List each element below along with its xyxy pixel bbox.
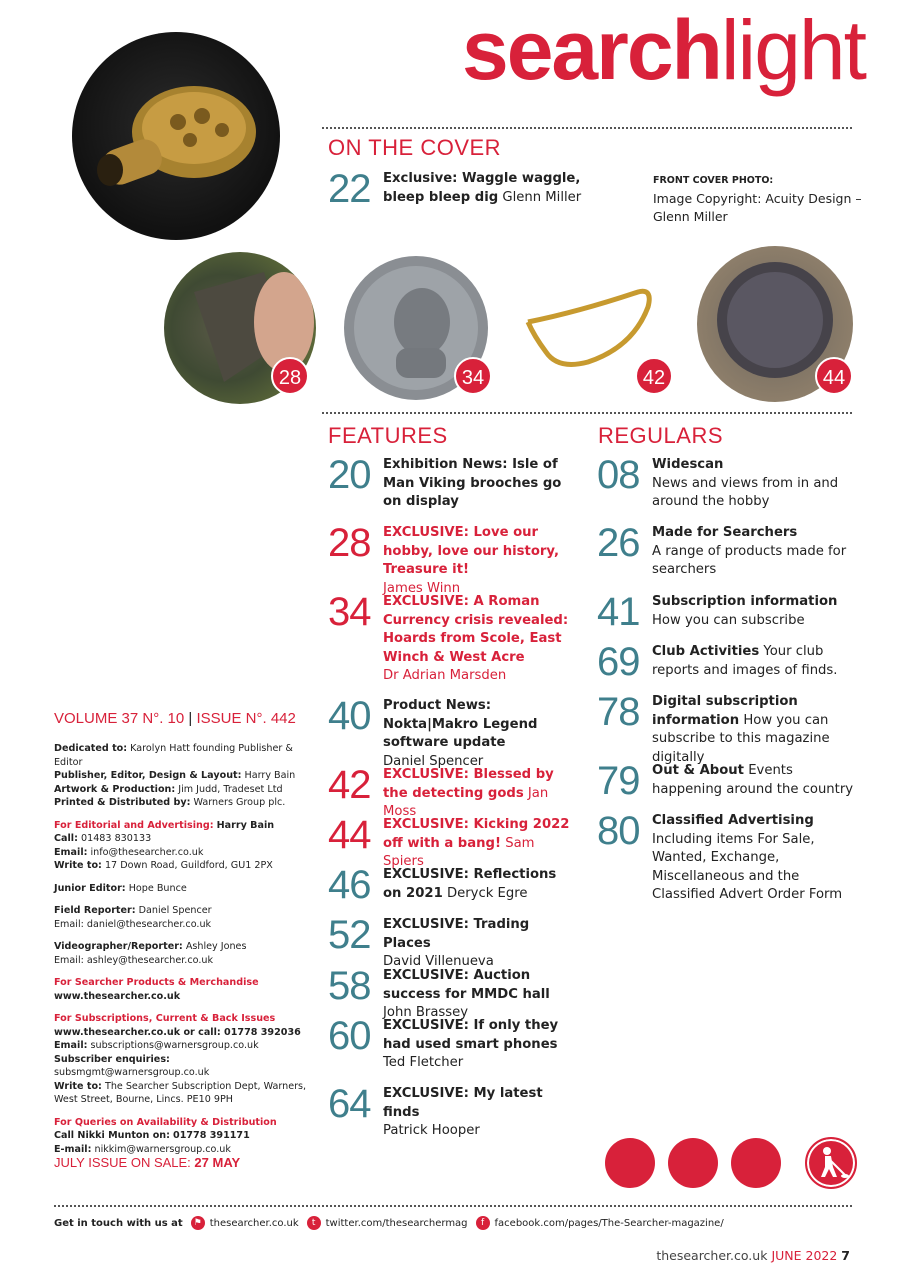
regular-entry[interactable] xyxy=(597,640,862,684)
feature-author: James Winn xyxy=(383,580,461,596)
regular-entry[interactable] xyxy=(597,590,862,634)
regular-desc: Including items For Sale, Wanted, Exchange, Miscellaneous and the Classified Advert Order Form xyxy=(652,831,843,902)
write-label: Write to: xyxy=(54,860,102,871)
folio-page: 7 xyxy=(841,1248,850,1263)
decorative-circle xyxy=(731,1138,781,1188)
feature-title: EXCLUSIVE: Reflections on 2021 xyxy=(383,867,557,901)
divider-bottom xyxy=(54,1205,852,1207)
feature-page-number: 60 xyxy=(328,1014,371,1058)
feature-author: Daniel Spencer xyxy=(383,753,484,769)
feature-entry[interactable] xyxy=(328,521,578,598)
brooch-illustration xyxy=(72,32,280,240)
regular-title: Classified Advertising xyxy=(652,813,814,828)
dedicated-value: Karolyn Hatt founding Publisher & Editor xyxy=(54,743,293,768)
editorial-name: Harry Bain xyxy=(216,819,275,831)
artwork-label: Artwork & Production: xyxy=(54,783,176,795)
queries-label: For Queries on Availability & Distribution xyxy=(54,1116,277,1128)
photo-page-42: 42 xyxy=(635,357,673,395)
cover-story-author: Glenn Miller xyxy=(502,189,582,205)
masthead-light: light xyxy=(720,3,865,97)
regular-entry[interactable] xyxy=(597,453,862,512)
regular-entry[interactable] xyxy=(597,809,862,905)
contact-footer xyxy=(54,1216,724,1230)
regular-page-number: 78 xyxy=(597,690,640,734)
masthead-bold: search xyxy=(462,3,721,97)
feature-title: EXCLUSIVE: Love our hobby, love our history, Treasure it! xyxy=(383,525,559,577)
contact-label: Get in touch with us at xyxy=(54,1217,183,1229)
cover-story-title: Exclusive: Waggle waggle, bleep bleep dig xyxy=(383,171,581,205)
feature-page-number: 52 xyxy=(328,913,371,957)
regular-title: Subscription information xyxy=(652,594,838,609)
artwork-value: Jim Judd, Tradeset Ltd xyxy=(178,783,283,795)
folio-site: thesearcher.co.uk xyxy=(656,1248,768,1263)
cover-photo-credit xyxy=(653,172,863,226)
regular-entry[interactable] xyxy=(597,759,862,803)
feature-title: Product News: Nokta|Makro Legend software update xyxy=(383,698,538,750)
video-email-label: Email: xyxy=(54,954,84,966)
publisher-value: Harry Bain xyxy=(244,770,296,781)
feature-title: EXCLUSIVE: Kicking 2022 off with a bang! xyxy=(383,817,570,851)
feature-page-number: 28 xyxy=(328,521,371,565)
regular-desc: How you can subscribe to this magazine digitally xyxy=(652,712,830,765)
video-email-link[interactable]: ashley@thesearcher.co.uk xyxy=(86,954,214,966)
feature-author: Deryck Egre xyxy=(446,885,528,901)
on-sale-line xyxy=(54,1155,240,1170)
write-address: 17 Down Road, Guildford, GU1 2PX xyxy=(104,860,273,871)
regular-title: Digital subscription information xyxy=(652,694,798,728)
feature-page-number: 34 xyxy=(328,590,371,634)
products-url[interactable]: www.thesearcher.co.uk xyxy=(54,990,181,1002)
feature-page-number: 46 xyxy=(328,863,371,907)
feature-title: EXCLUSIVE: Blessed by the detecting gods xyxy=(383,767,554,801)
page-folio xyxy=(656,1248,850,1263)
regular-title: Widescan xyxy=(652,457,724,472)
subs-write-address: The Searcher Subscription Dept, Warners, West Street, Bourne, Lincs. PE10 9PH xyxy=(54,1080,307,1105)
volume-issue-line: VOLUME 37 N°. 10 | ISSUE N°. 442 xyxy=(54,710,296,727)
regular-desc: Events happening around the country xyxy=(652,763,854,797)
regular-title: Made for Searchers xyxy=(652,525,798,540)
cover-photo-label: FRONT COVER PHOTO: xyxy=(653,175,774,186)
regular-desc: Your club reports and images of finds. xyxy=(652,644,838,678)
field-email-label: Email: xyxy=(54,918,84,930)
staff-info-column xyxy=(54,742,316,1165)
volume-number: VOLUME 37 N°. 10 xyxy=(54,710,185,727)
regulars-heading: REGULARS xyxy=(598,423,724,448)
feature-title: Exhibition News: Isle of Man Viking brooches go on display xyxy=(383,457,562,509)
regular-title: Out & About xyxy=(652,763,744,778)
feature-author: Jan Moss xyxy=(383,785,549,819)
photo-page-34: 34 xyxy=(454,357,492,395)
on-the-cover-heading: ON THE COVER xyxy=(328,135,502,160)
field-email-link[interactable]: daniel@thesearcher.co.uk xyxy=(86,918,212,930)
features-heading: FEATURES xyxy=(328,423,448,448)
feature-author: Ted Fletcher xyxy=(383,1055,464,1070)
feature-author: Dr Adrian Marsden xyxy=(383,668,507,683)
call-value[interactable]: 01483 830133 xyxy=(81,833,152,844)
detectorist-logo-icon xyxy=(805,1137,857,1189)
feature-entry[interactable] xyxy=(328,1014,578,1073)
subs-email-label: Email: xyxy=(54,1040,88,1051)
feature-page-number: 58 xyxy=(328,964,371,1008)
subscriptions-label: For Subscriptions, Current & Back Issues xyxy=(54,1013,276,1024)
subscriptions-line[interactable]: www.thesearcher.co.uk or call: 01778 392036 xyxy=(54,1026,301,1038)
twitter-icon: t xyxy=(307,1216,321,1230)
videographer-value: Ashley Jones xyxy=(185,941,247,952)
website-icon: ⚑ xyxy=(191,1216,205,1230)
feature-author: Sam Spiers xyxy=(383,835,535,869)
feature-author: David Villenueva xyxy=(383,954,494,969)
feature-page-number: 40 xyxy=(328,694,371,738)
decorative-circle xyxy=(668,1138,718,1188)
feature-page-number: 42 xyxy=(328,763,371,807)
feature-title: EXCLUSIVE: If only they had used smart phones xyxy=(383,1018,559,1052)
regular-title: Club Activities xyxy=(652,644,760,659)
subs-write-label: Write to: xyxy=(54,1080,102,1092)
feature-entry[interactable] xyxy=(328,1082,578,1141)
videographer-label: Videographer/Reporter: xyxy=(54,941,183,952)
feature-title: EXCLUSIVE: My latest finds xyxy=(383,1086,543,1120)
feature-author: John Brassey xyxy=(383,1005,469,1020)
cover-page-number: 22 xyxy=(328,167,371,211)
masthead-logo xyxy=(462,3,865,97)
cover-photo-credit-text: Image Copyright: Acuity Design – Glenn Miller xyxy=(653,191,862,224)
regular-page-number: 41 xyxy=(597,590,640,634)
feature-author: Patrick Hooper xyxy=(383,1123,480,1138)
subs-email-link[interactable]: subscriptions@warnersgroup.co.uk xyxy=(90,1040,259,1051)
feature-page-number: 44 xyxy=(328,813,371,857)
regular-page-number: 08 xyxy=(597,453,640,497)
regular-page-number: 26 xyxy=(597,521,640,565)
on-sale-date: 27 MAY xyxy=(194,1155,241,1170)
twitter-link[interactable]: twitter.com/thesearchermag xyxy=(325,1217,468,1229)
photo-page-28: 28 xyxy=(271,357,309,395)
feature-entry[interactable] xyxy=(328,694,578,771)
email-label: Email: xyxy=(54,846,88,858)
issue-number: ISSUE N°. 442 xyxy=(196,710,296,727)
feature-page-number: 20 xyxy=(328,453,371,497)
folio-date: JUNE 2022 xyxy=(771,1248,838,1263)
cover-entry[interactable] xyxy=(328,167,608,211)
email-link[interactable]: info@thesearcher.co.uk xyxy=(90,846,204,858)
queries-email-label: E-mail: xyxy=(54,1143,92,1155)
on-sale-label: JULY ISSUE ON SALE: xyxy=(54,1155,191,1170)
products-label: For Searcher Products & Merchandise xyxy=(54,977,259,988)
decorative-circle xyxy=(605,1138,655,1188)
enquiries-link[interactable]: subsmgmt@warnersgroup.co.uk xyxy=(54,1067,210,1078)
publisher-label: Publisher, Editor, Design & Layout: xyxy=(54,770,242,781)
feature-title: EXCLUSIVE: A Roman Currency crisis revealed: Hoards from Scole, East Winch & West Acre xyxy=(383,594,569,665)
junior-editor-value: Hope Bunce xyxy=(128,882,187,894)
photo-page-44: 44 xyxy=(815,357,853,395)
feature-page-number: 64 xyxy=(328,1082,371,1126)
printed-label: Printed & Distributed by: xyxy=(54,797,191,808)
printed-value: Warners Group plc. xyxy=(193,797,286,808)
detectorist-figure xyxy=(807,1139,855,1187)
facebook-link[interactable]: facebook.com/pages/The-Searcher-magazine/ xyxy=(494,1217,724,1229)
regular-page-number: 79 xyxy=(597,759,640,803)
regular-page-number: 80 xyxy=(597,809,640,853)
regular-desc: How you can subscribe xyxy=(652,612,805,628)
junior-editor-label: Junior Editor: xyxy=(54,882,126,894)
queries-call-label: Call Nikki Munton on: xyxy=(54,1130,170,1141)
divider-top xyxy=(322,127,852,129)
feature-entry[interactable] xyxy=(328,590,578,686)
regular-entry[interactable] xyxy=(597,690,862,767)
queries-phone[interactable]: 01778 391171 xyxy=(173,1130,250,1141)
regular-page-number: 69 xyxy=(597,640,640,684)
regular-desc: News and views from in and around the hobby xyxy=(652,475,839,509)
feature-entry[interactable] xyxy=(328,453,578,512)
feature-title: EXCLUSIVE: Trading Places xyxy=(383,917,530,951)
website-link[interactable]: thesearcher.co.uk xyxy=(209,1217,299,1229)
field-reporter-value: Daniel Spencer xyxy=(138,905,212,916)
enquiries-label: Subscriber enquiries: xyxy=(54,1053,170,1065)
cover-photo-brooch xyxy=(72,32,280,240)
divider-middle xyxy=(322,412,852,414)
regular-desc: A range of products made for searchers xyxy=(652,543,847,577)
feature-entry[interactable] xyxy=(328,863,578,907)
queries-email-link[interactable]: nikkim@warnersgroup.co.uk xyxy=(94,1143,231,1155)
regular-entry[interactable] xyxy=(597,521,862,580)
feature-title: EXCLUSIVE: Auction success for MMDC hall xyxy=(383,968,550,1002)
call-label: Call: xyxy=(54,833,78,844)
field-reporter-label: Field Reporter: xyxy=(54,905,136,916)
editorial-label: For Editorial and Advertising: xyxy=(54,819,214,831)
facebook-icon: f xyxy=(476,1216,490,1230)
dedicated-label: Dedicated to: xyxy=(54,743,128,754)
